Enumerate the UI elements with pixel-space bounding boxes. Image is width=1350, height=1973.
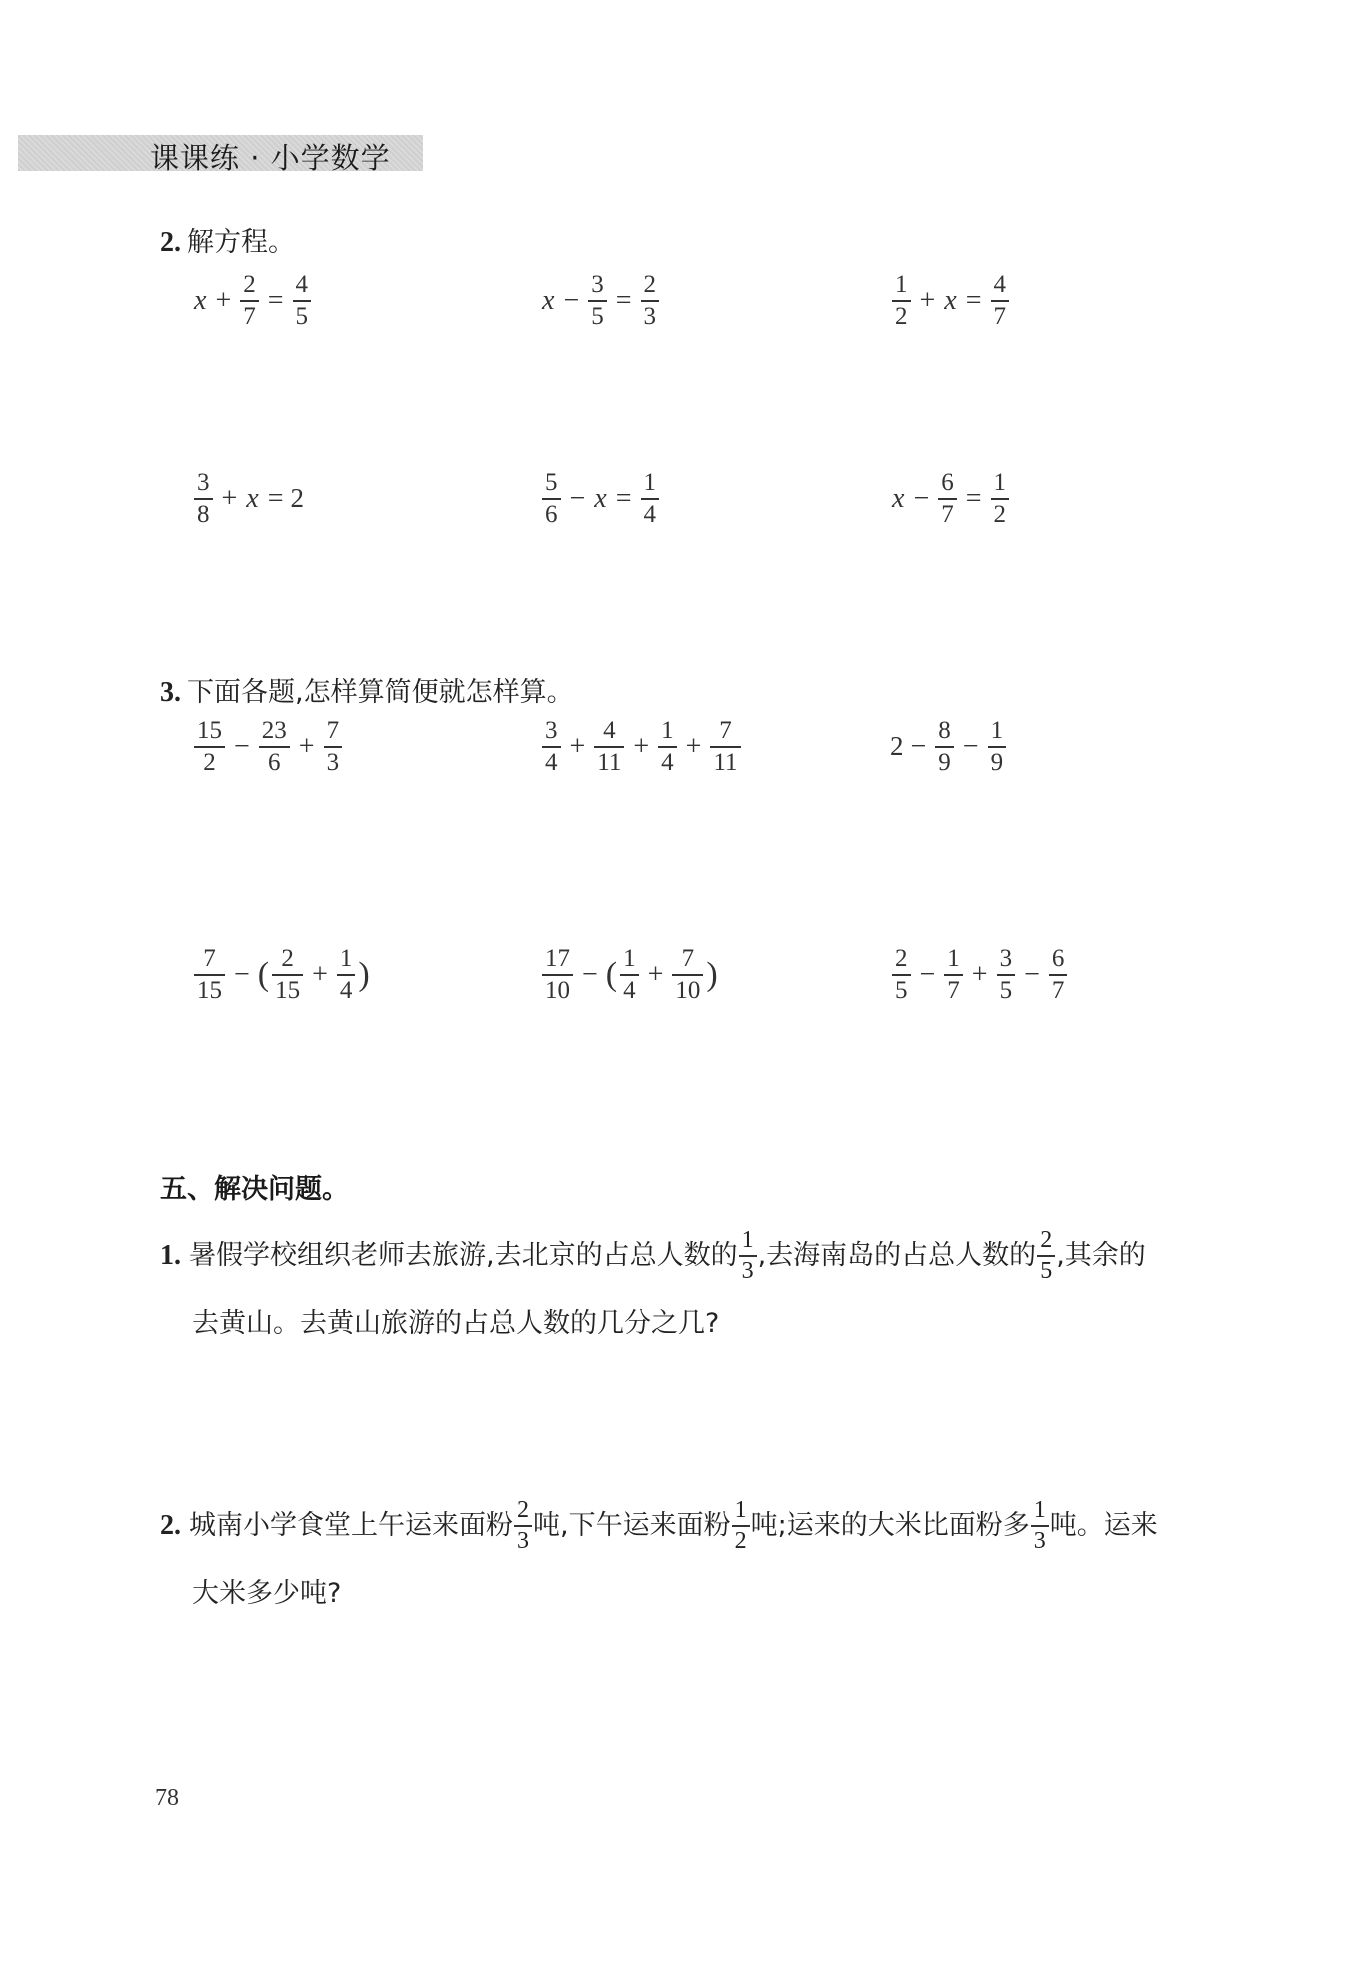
denominator: 10 [675,976,701,1004]
fraction [739,1228,757,1284]
fraction [710,718,740,776]
equals-sign: = [965,482,982,514]
fraction [1049,946,1068,1004]
variable: x [246,482,259,514]
fraction [938,470,957,528]
numerator: 3 [545,717,558,744]
numerator: 4 [295,271,309,298]
denominator: 2 [993,500,1007,528]
operator: − [1024,958,1040,990]
variable: x [892,482,905,514]
denominator: 4 [623,976,636,1004]
fraction [194,718,225,776]
operator: − [910,730,927,762]
problem-text: 吨。运来 [1049,1510,1158,1542]
equals-sign: = [615,482,632,514]
equation-4 [192,470,304,528]
fraction [892,272,911,330]
numerator: 3 [999,945,1013,972]
denominator: 8 [197,500,210,528]
fraction [672,946,703,1004]
fraction [1037,1228,1055,1284]
fraction [991,470,1010,528]
operator: − [569,482,586,514]
problem-text: 吨,下午运来面粉 [533,1510,731,1542]
numerator: 8 [938,717,951,744]
question-3-heading [160,670,574,709]
numerator: 1 [741,1227,754,1253]
equation-3 [890,272,1011,330]
expression-4 [192,946,371,1004]
fraction [935,718,954,776]
question-number: 3. [160,677,181,708]
fraction [272,946,303,1004]
problem-line-2: 去黄山。去黄山旅游的占总人数的几分之几? [192,1307,720,1339]
fraction [324,718,343,776]
fraction [293,272,312,330]
numerator: 2 [895,945,908,972]
problem-1 [160,1228,1220,1337]
question-number: 2. [160,227,181,258]
numerator: 1 [947,945,960,972]
operator: + [685,730,702,762]
right-paren: ) [358,955,370,993]
problem-text: 暑假学校组织老师去旅游,去北京的占总人数的 [189,1240,738,1272]
expression-2 [540,718,743,776]
denominator: 11 [713,748,738,776]
equation-1 [192,272,313,330]
fraction [194,470,213,528]
numerator: 6 [1051,945,1065,972]
operator: − [563,284,580,316]
numerator: 2 [517,1497,529,1523]
operator: − [962,730,979,762]
numerator: 1 [339,945,353,972]
constant: 2 [890,731,904,762]
denominator: 6 [545,500,558,528]
variable: x [542,284,555,316]
denominator: 3 [643,302,657,330]
variable: x [594,482,607,514]
denominator: 11 [597,748,622,776]
section-title: 五、解决问题。 [160,1174,349,1205]
denominator: 3 [1033,1527,1046,1554]
problem-text: ,去海南岛的占总人数的 [757,1240,1037,1272]
numerator: 1 [993,469,1007,496]
problem-text: 城南小学食堂上午运来面粉 [189,1510,513,1542]
denominator: 4 [545,748,558,776]
numerator: 17 [545,945,570,972]
operator: − [234,730,250,762]
denominator: 7 [243,302,256,330]
variable: x [944,284,957,316]
denominator: 5 [295,302,309,330]
equation-2 [540,272,661,330]
fraction [997,946,1016,1004]
expression-5 [540,946,719,1004]
denominator: 4 [643,500,657,528]
numerator: 3 [197,469,210,496]
numerator: 7 [203,945,216,972]
operator: − [582,958,598,990]
denominator: 2 [895,302,908,330]
fraction [641,470,660,528]
numerator: 2 [643,271,657,298]
denominator: 5 [591,302,604,330]
numerator: 1 [990,717,1004,744]
denominator: 5 [999,976,1013,1004]
equals-sign: = [267,284,284,316]
operator: − [913,482,930,514]
numerator: 1 [623,945,636,972]
question-2-heading [160,220,295,259]
operator: + [633,730,650,762]
numerator: 4 [603,717,616,744]
operator: + [569,730,586,762]
constant: 2 [290,483,305,514]
fraction [514,1498,532,1554]
operator: + [312,958,328,990]
denominator: 7 [993,302,1007,330]
numerator: 2 [243,271,256,298]
fraction [732,1498,750,1554]
problem-2 [160,1498,1220,1607]
problem-line [160,1228,1220,1284]
denominator: 6 [268,748,281,776]
operator: + [971,958,988,990]
fraction [892,946,911,1004]
denominator: 7 [941,500,954,528]
operator: − [919,958,936,990]
numerator: 2 [1040,1227,1053,1253]
fraction [588,272,607,330]
denominator: 7 [1051,976,1065,1004]
operator: + [298,730,315,762]
fraction [944,946,963,1004]
denominator: 9 [938,748,951,776]
numerator: 3 [591,271,604,298]
fraction [594,718,624,776]
fraction [542,718,561,776]
variable: x [194,284,207,316]
operator: + [647,958,664,990]
denominator: 2 [203,748,216,776]
denominator: 3 [741,1257,754,1284]
problem-line-2: 大米多少吨? [192,1577,342,1609]
denominator: 3 [517,1527,529,1554]
expression-6 [890,946,1069,1004]
equals-sign: = [965,284,982,316]
denominator: 4 [661,748,674,776]
expression-3 [890,718,1008,776]
numerator: 1 [643,469,657,496]
fraction [542,946,573,1004]
fraction [337,946,356,1004]
right-paren: ) [706,955,718,993]
denominator: 15 [197,976,222,1004]
problem-text: ,其余的 [1056,1240,1146,1272]
operator: − [234,958,250,990]
numerator: 5 [545,469,558,496]
equals-sign: = [615,284,632,316]
problem-number: 2. [160,1509,181,1541]
fraction [991,272,1010,330]
numerator: 7 [326,717,340,744]
denominator: 2 [734,1527,747,1554]
operator: + [221,482,238,514]
fraction [658,718,677,776]
numerator: 15 [197,717,222,744]
numerator: 7 [719,717,732,744]
equals-sign: = [267,482,284,514]
numerator: 1 [895,271,908,298]
denominator: 9 [990,748,1004,776]
denominator: 7 [947,976,960,1004]
problem-number: 1. [160,1239,181,1271]
page-number: 78 [155,1785,179,1811]
fraction [542,470,561,528]
problem-text: 吨;运来的大米比面粉多 [750,1510,1030,1542]
expression-1 [192,718,344,776]
operator: + [919,284,936,316]
left-paren: ( [605,955,618,993]
fraction [1031,1498,1049,1554]
numerator: 23 [261,717,287,744]
header-title: 课课练 · 小学数学 [150,141,391,175]
numerator: 4 [993,271,1007,298]
question-title: 下面各题,怎样算简便就怎样算。 [187,677,574,708]
problem-line [160,1498,1220,1554]
fraction [240,272,259,330]
denominator: 15 [275,976,301,1004]
denominator: 4 [339,976,353,1004]
equation-6 [890,470,1011,528]
fraction [259,718,290,776]
numerator: 7 [681,945,695,972]
numerator: 1 [734,1497,747,1523]
numerator: 6 [941,469,954,496]
denominator: 5 [1040,1257,1053,1284]
question-title: 解方程。 [187,227,295,258]
operator: + [215,284,232,316]
denominator: 5 [895,976,908,1004]
numerator: 2 [281,945,294,972]
denominator: 10 [545,976,570,1004]
fraction [620,946,639,1004]
numerator: 1 [661,717,674,744]
numerator: 1 [1033,1497,1046,1523]
denominator: 3 [326,748,340,776]
equation-5 [540,470,661,528]
fraction [194,946,225,1004]
fraction [641,272,660,330]
left-paren: ( [257,955,270,993]
fraction [988,718,1007,776]
